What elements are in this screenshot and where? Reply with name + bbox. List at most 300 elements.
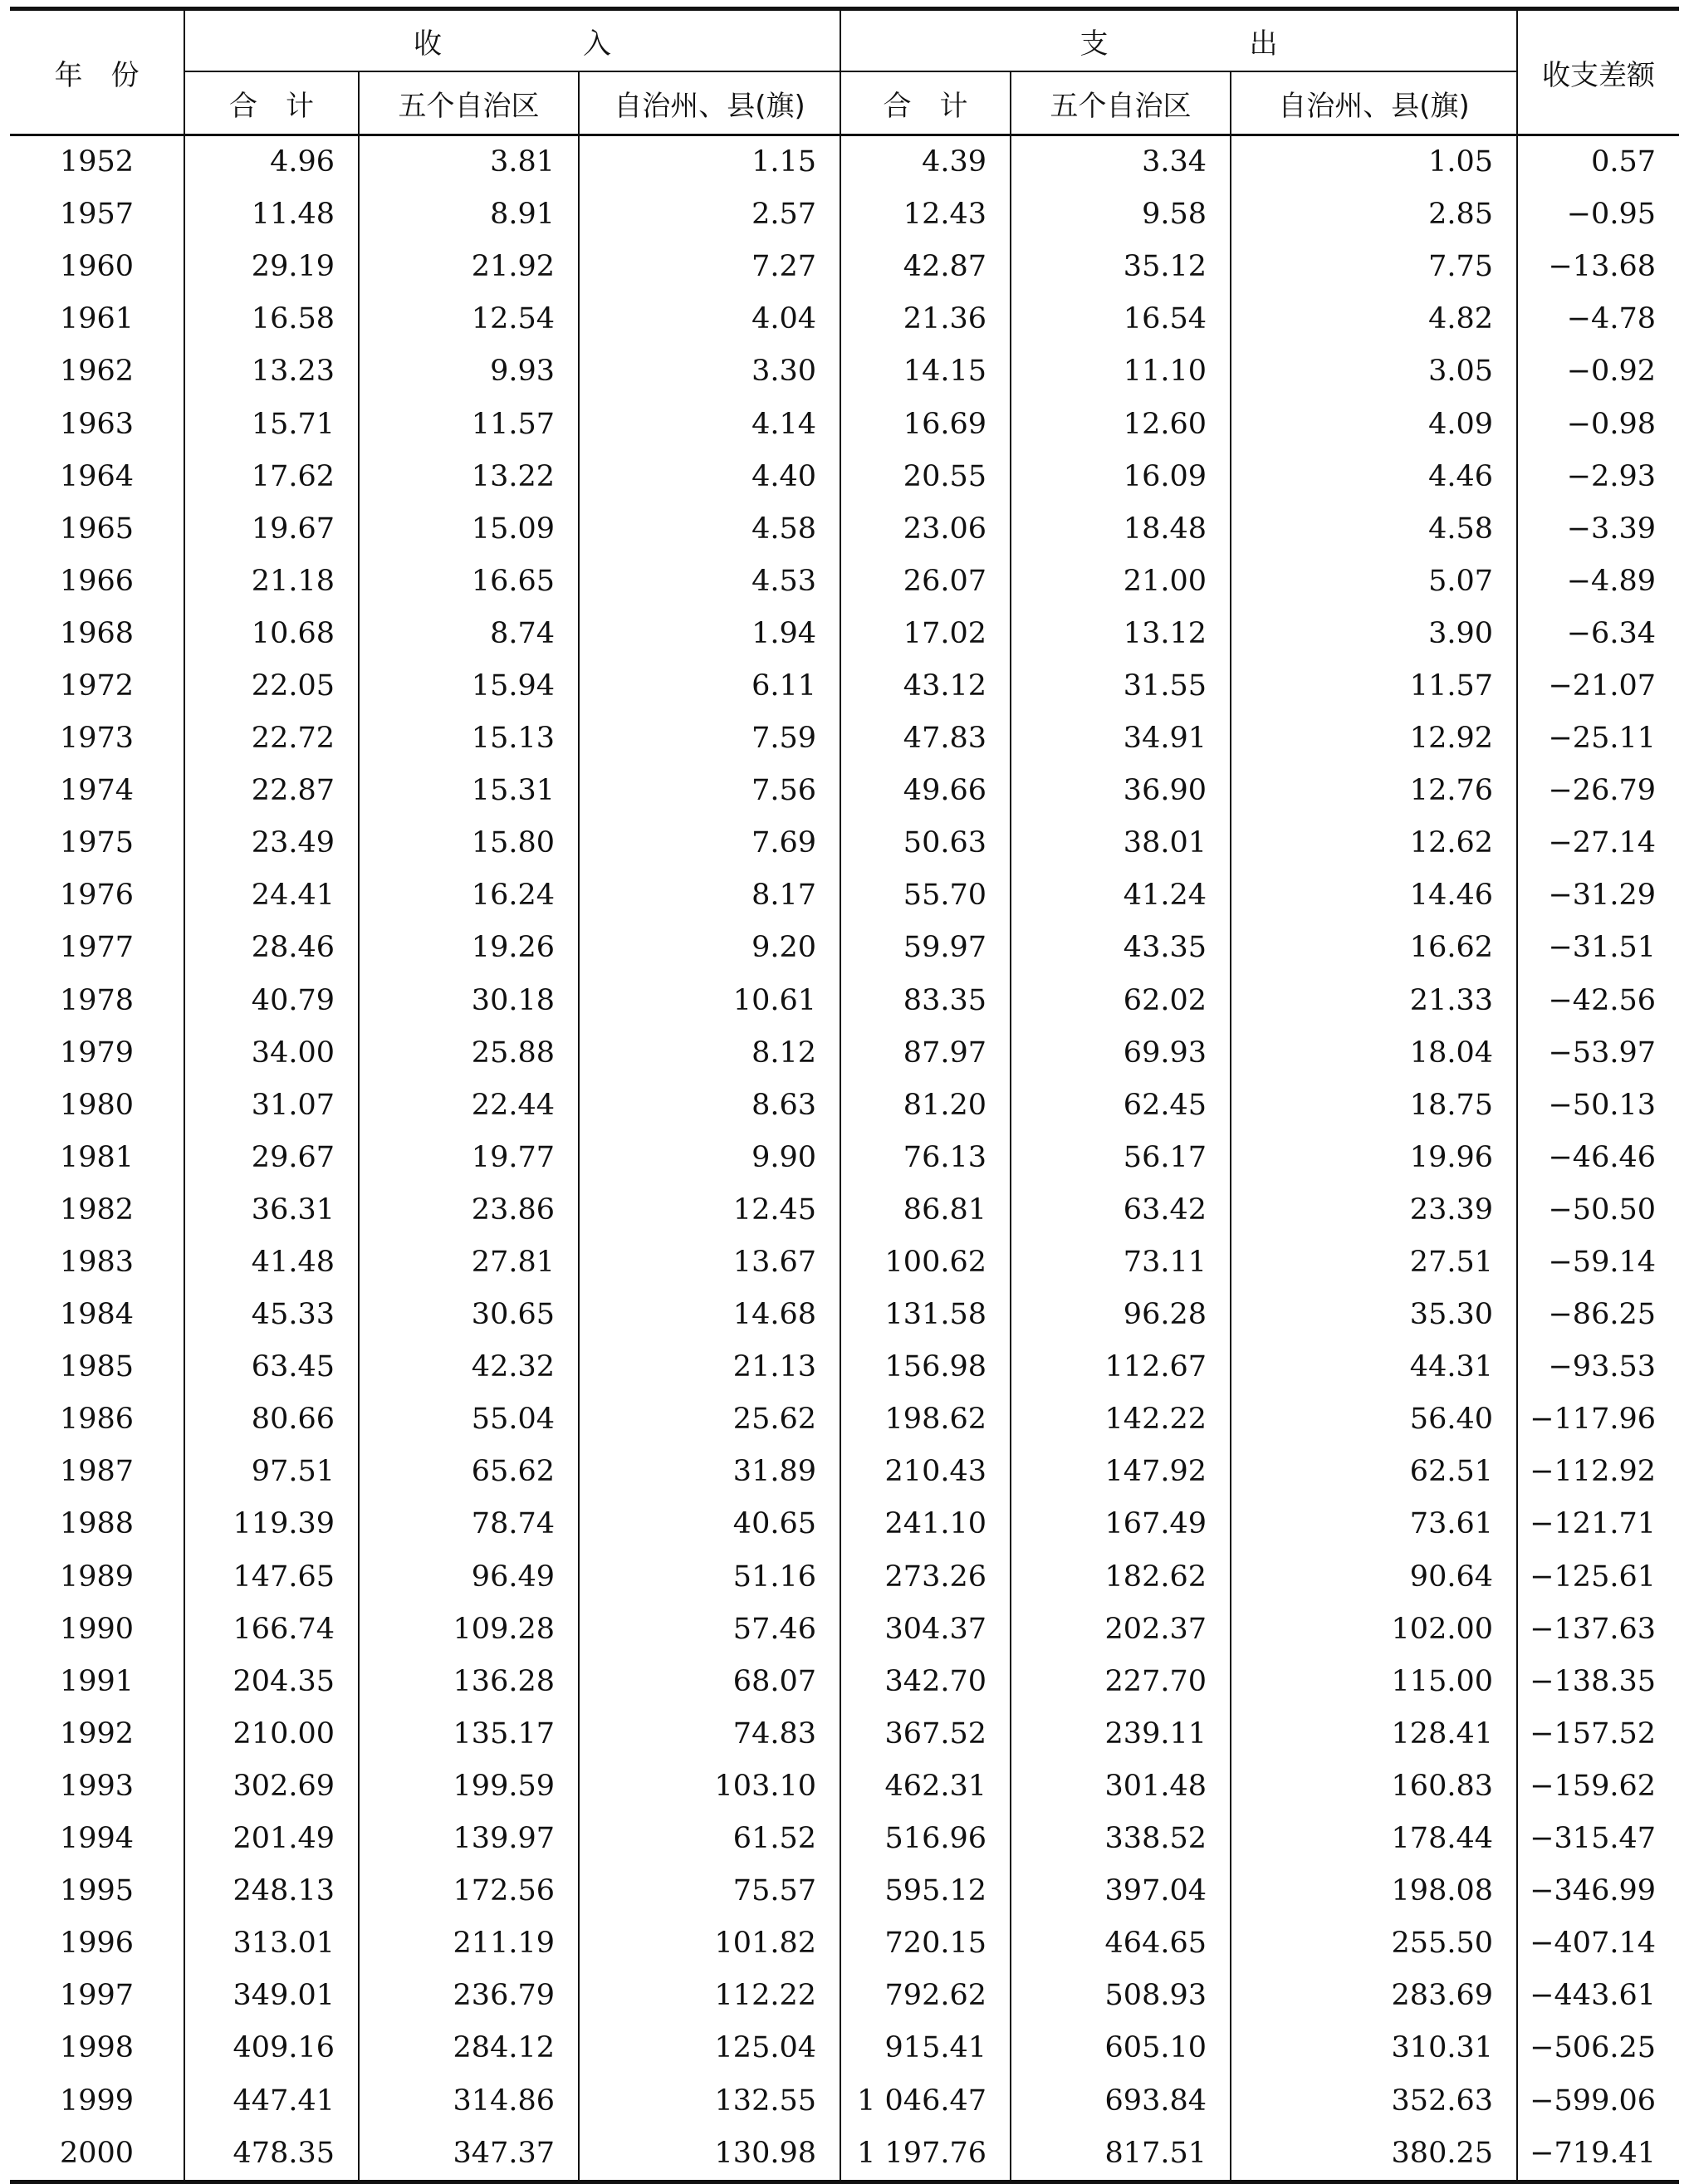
- income-five-regions-cell: 347.37: [359, 2128, 579, 2182]
- balance-cell: −0.98: [1517, 398, 1679, 450]
- balance-cell: −138.35: [1517, 1656, 1679, 1708]
- expenditure-prefectures-cell: 12.62: [1231, 817, 1517, 869]
- table-row: [10, 451, 1679, 503]
- expenditure-prefectures-cell: 16.62: [1231, 922, 1517, 974]
- balance-cell: −3.39: [1517, 503, 1679, 556]
- table-row: [10, 1341, 1679, 1393]
- expenditure-five-regions-cell: 12.60: [1011, 398, 1231, 450]
- expenditure-prefectures-cell: 62.51: [1231, 1446, 1517, 1498]
- income-total-cell: 29.67: [184, 1132, 359, 1184]
- income-five-regions-cell: 96.49: [359, 1551, 579, 1604]
- table-row: [10, 1917, 1679, 1970]
- income-total-cell: 11.48: [184, 189, 359, 241]
- income-total-cell: 28.46: [184, 922, 359, 974]
- expenditure-five-regions-cell: 73.11: [1011, 1236, 1231, 1289]
- balance-cell: −315.47: [1517, 1813, 1679, 1865]
- expenditure-total-cell: 59.97: [840, 922, 1011, 974]
- expenditure-total-cell: 100.62: [840, 1236, 1011, 1289]
- income-prefectures-cell: 4.53: [579, 556, 840, 608]
- expenditure-prefectures-cell: 352.63: [1231, 2074, 1517, 2127]
- income-total-cell: 409.16: [184, 2022, 359, 2074]
- table-row: [10, 1604, 1679, 1656]
- table-row: [10, 2128, 1679, 2182]
- income-total-cell: 4.96: [184, 135, 359, 189]
- expenditure-prefectures-cell: 21.33: [1231, 975, 1517, 1027]
- table-row: [10, 1498, 1679, 1550]
- year-cell: 1961: [60, 302, 135, 336]
- income-prefectures-cell: 4.58: [579, 503, 840, 556]
- income-five-regions-cell: 314.86: [359, 2074, 579, 2127]
- expenditure-prefectures-cell: 14.46: [1231, 869, 1517, 922]
- income-five-regions-cell: 15.13: [359, 712, 579, 765]
- income-total-cell: 19.67: [184, 503, 359, 556]
- income-five-regions-cell: 16.24: [359, 869, 579, 922]
- table-row: [10, 1236, 1679, 1289]
- table-row: [10, 2022, 1679, 2074]
- expenditure-total-cell: 43.12: [840, 660, 1011, 712]
- balance-cell: −25.11: [1517, 712, 1679, 765]
- table-row: [10, 1393, 1679, 1446]
- income-five-regions-cell: 8.74: [359, 608, 579, 660]
- table-row: [10, 135, 1679, 189]
- income-prefectures-cell: 112.22: [579, 1970, 840, 2022]
- year-cell: 1979: [60, 1036, 135, 1070]
- table-row: [10, 556, 1679, 608]
- table-row: [10, 1080, 1679, 1132]
- balance-cell: −31.51: [1517, 922, 1679, 974]
- table-body: [10, 135, 1679, 2182]
- year-cell: 1996: [60, 1927, 135, 1961]
- year-cell: 1998: [60, 2031, 135, 2065]
- income-five-regions-cell: 172.56: [359, 1865, 579, 1917]
- income-five-regions-cell: 30.65: [359, 1289, 579, 1341]
- balance-cell: −21.07: [1517, 660, 1679, 712]
- expenditure-total-cell: 20.55: [840, 451, 1011, 503]
- table-row: [10, 345, 1679, 398]
- year-cell: 1992: [60, 1716, 135, 1751]
- income-five-regions-cell: 30.18: [359, 975, 579, 1027]
- expenditure-prefectures-cell: 18.75: [1231, 1080, 1517, 1132]
- expenditure-prefectures-cell: 160.83: [1231, 1760, 1517, 1813]
- expenditure-five-regions-cell: 69.93: [1011, 1027, 1231, 1080]
- header-expenditure-total: 合 计: [840, 71, 1011, 135]
- expenditure-five-regions-cell: 62.02: [1011, 975, 1231, 1027]
- table-row: [10, 869, 1679, 922]
- income-prefectures-cell: 2.57: [579, 189, 840, 241]
- expenditure-total-cell: 81.20: [840, 1080, 1011, 1132]
- year-cell: 1987: [60, 1455, 135, 1489]
- expenditure-five-regions-cell: 605.10: [1011, 2022, 1231, 2074]
- balance-cell: −50.50: [1517, 1184, 1679, 1236]
- year-cell: 1981: [60, 1140, 135, 1174]
- income-prefectures-cell: 75.57: [579, 1865, 840, 1917]
- balance-cell: −93.53: [1517, 1341, 1679, 1393]
- expenditure-prefectures-cell: 128.41: [1231, 1708, 1517, 1760]
- expenditure-five-regions-cell: 16.54: [1011, 293, 1231, 345]
- expenditure-five-regions-cell: 508.93: [1011, 1970, 1231, 2022]
- year-cell: 1952: [60, 145, 135, 179]
- income-total-cell: 40.79: [184, 975, 359, 1027]
- expenditure-prefectures-cell: 23.39: [1231, 1184, 1517, 1236]
- balance-cell: −53.97: [1517, 1027, 1679, 1080]
- year-cell: 1982: [60, 1192, 135, 1227]
- header-year: 年 份: [10, 9, 184, 135]
- income-five-regions-cell: 15.31: [359, 765, 579, 817]
- income-total-cell: 147.65: [184, 1551, 359, 1604]
- table-row: [10, 712, 1679, 765]
- expenditure-total-cell: 12.43: [840, 189, 1011, 241]
- income-total-cell: 22.05: [184, 660, 359, 712]
- income-prefectures-cell: 4.40: [579, 451, 840, 503]
- header-income-five-regions: 五个自治区: [359, 71, 579, 135]
- year-cell: 1964: [60, 459, 135, 493]
- table-row: [10, 1708, 1679, 1760]
- year-cell: 1957: [60, 198, 135, 232]
- year-cell: 1972: [60, 668, 135, 703]
- year-cell: 1975: [60, 826, 135, 860]
- expenditure-total-cell: 1 046.47: [840, 2074, 1011, 2127]
- income-prefectures-cell: 12.45: [579, 1184, 840, 1236]
- income-prefectures-cell: 9.20: [579, 922, 840, 974]
- income-prefectures-cell: 68.07: [579, 1656, 840, 1708]
- income-five-regions-cell: 12.54: [359, 293, 579, 345]
- expenditure-total-cell: 210.43: [840, 1446, 1011, 1498]
- table-row: [10, 817, 1679, 869]
- expenditure-prefectures-cell: 19.96: [1231, 1132, 1517, 1184]
- expenditure-prefectures-cell: 90.64: [1231, 1551, 1517, 1604]
- expenditure-prefectures-cell: 3.05: [1231, 345, 1517, 398]
- expenditure-five-regions-cell: 13.12: [1011, 608, 1231, 660]
- income-prefectures-cell: 8.63: [579, 1080, 840, 1132]
- income-prefectures-cell: 7.27: [579, 241, 840, 293]
- balance-cell: −112.92: [1517, 1446, 1679, 1498]
- income-total-cell: 313.01: [184, 1917, 359, 1970]
- expenditure-total-cell: 26.07: [840, 556, 1011, 608]
- expenditure-total-cell: 792.62: [840, 1970, 1011, 2022]
- expenditure-five-regions-cell: 62.45: [1011, 1080, 1231, 1132]
- income-prefectures-cell: 21.13: [579, 1341, 840, 1393]
- income-prefectures-cell: 1.94: [579, 608, 840, 660]
- expenditure-total-cell: 273.26: [840, 1551, 1011, 1604]
- expenditure-five-regions-cell: 693.84: [1011, 2074, 1231, 2127]
- expenditure-five-regions-cell: 202.37: [1011, 1604, 1231, 1656]
- balance-cell: −159.62: [1517, 1760, 1679, 1813]
- income-five-regions-cell: 15.94: [359, 660, 579, 712]
- expenditure-prefectures-cell: 4.58: [1231, 503, 1517, 556]
- expenditure-five-regions-cell: 9.58: [1011, 189, 1231, 241]
- income-prefectures-cell: 8.17: [579, 869, 840, 922]
- income-total-cell: 63.45: [184, 1341, 359, 1393]
- income-five-regions-cell: 22.44: [359, 1080, 579, 1132]
- expenditure-five-regions-cell: 31.55: [1011, 660, 1231, 712]
- income-total-cell: 17.62: [184, 451, 359, 503]
- expenditure-prefectures-cell: 4.82: [1231, 293, 1517, 345]
- expenditure-total-cell: 86.81: [840, 1184, 1011, 1236]
- table-row: [10, 241, 1679, 293]
- table-row: [10, 293, 1679, 345]
- expenditure-five-regions-cell: 38.01: [1011, 817, 1231, 869]
- income-five-regions-cell: 25.88: [359, 1027, 579, 1080]
- table-row: [10, 922, 1679, 974]
- table-row: [10, 1446, 1679, 1498]
- expenditure-prefectures-cell: 5.07: [1231, 556, 1517, 608]
- expenditure-total-cell: 131.58: [840, 1289, 1011, 1341]
- table-row: [10, 2074, 1679, 2127]
- expenditure-prefectures-cell: 102.00: [1231, 1604, 1517, 1656]
- table-row: [10, 1865, 1679, 1917]
- income-prefectures-cell: 125.04: [579, 2022, 840, 2074]
- income-prefectures-cell: 51.16: [579, 1551, 840, 1604]
- expenditure-prefectures-cell: 56.40: [1231, 1393, 1517, 1446]
- balance-cell: −719.41: [1517, 2128, 1679, 2182]
- expenditure-prefectures-cell: 35.30: [1231, 1289, 1517, 1341]
- expenditure-five-regions-cell: 36.90: [1011, 765, 1231, 817]
- income-total-cell: 36.31: [184, 1184, 359, 1236]
- expenditure-total-cell: 16.69: [840, 398, 1011, 450]
- expenditure-five-regions-cell: 301.48: [1011, 1760, 1231, 1813]
- expenditure-five-regions-cell: 96.28: [1011, 1289, 1231, 1341]
- table-row: [10, 765, 1679, 817]
- income-total-cell: 478.35: [184, 2128, 359, 2182]
- income-five-regions-cell: 15.09: [359, 503, 579, 556]
- income-five-regions-cell: 136.28: [359, 1656, 579, 1708]
- expenditure-five-regions-cell: 63.42: [1011, 1184, 1231, 1236]
- income-total-cell: 22.87: [184, 765, 359, 817]
- header-balance: 收支差额: [1517, 9, 1679, 135]
- expenditure-total-cell: 87.97: [840, 1027, 1011, 1080]
- year-cell: 1968: [60, 616, 135, 650]
- income-five-regions-cell: 15.80: [359, 817, 579, 869]
- income-total-cell: 24.41: [184, 869, 359, 922]
- balance-cell: −86.25: [1517, 1289, 1679, 1341]
- income-total-cell: 204.35: [184, 1656, 359, 1708]
- expenditure-prefectures-cell: 1.05: [1231, 135, 1517, 189]
- income-five-regions-cell: 11.57: [359, 398, 579, 450]
- expenditure-five-regions-cell: 3.34: [1011, 135, 1231, 189]
- expenditure-total-cell: 516.96: [840, 1813, 1011, 1865]
- income-total-cell: 29.19: [184, 241, 359, 293]
- income-total-cell: 248.13: [184, 1865, 359, 1917]
- income-total-cell: 13.23: [184, 345, 359, 398]
- expenditure-total-cell: 17.02: [840, 608, 1011, 660]
- income-total-cell: 45.33: [184, 1289, 359, 1341]
- income-total-cell: 34.00: [184, 1027, 359, 1080]
- expenditure-five-regions-cell: 182.62: [1011, 1551, 1231, 1604]
- income-total-cell: 166.74: [184, 1604, 359, 1656]
- year-cell: 1983: [60, 1246, 135, 1280]
- balance-cell: −6.34: [1517, 608, 1679, 660]
- expenditure-five-regions-cell: 227.70: [1011, 1656, 1231, 1708]
- expenditure-prefectures-cell: 73.61: [1231, 1498, 1517, 1550]
- expenditure-five-regions-cell: 817.51: [1011, 2128, 1231, 2182]
- year-cell: 1995: [60, 1874, 135, 1908]
- income-five-regions-cell: 19.77: [359, 1132, 579, 1184]
- balance-cell: −50.13: [1517, 1080, 1679, 1132]
- income-total-cell: 349.01: [184, 1970, 359, 2022]
- table-row: [10, 1551, 1679, 1604]
- expenditure-five-regions-cell: 35.12: [1011, 241, 1231, 293]
- income-prefectures-cell: 13.67: [579, 1236, 840, 1289]
- year-cell: 1973: [60, 722, 135, 756]
- table-row: [10, 1184, 1679, 1236]
- expenditure-five-regions-cell: 147.92: [1011, 1446, 1231, 1498]
- expenditure-total-cell: 241.10: [840, 1498, 1011, 1550]
- balance-cell: −4.78: [1517, 293, 1679, 345]
- income-five-regions-cell: 13.22: [359, 451, 579, 503]
- income-five-regions-cell: 42.32: [359, 1341, 579, 1393]
- table-row: [10, 1027, 1679, 1080]
- income-total-cell: 22.72: [184, 712, 359, 765]
- expenditure-five-regions-cell: 167.49: [1011, 1498, 1231, 1550]
- income-prefectures-cell: 40.65: [579, 1498, 840, 1550]
- year-cell: 1984: [60, 1298, 135, 1332]
- income-total-cell: 201.49: [184, 1813, 359, 1865]
- balance-cell: 0.57: [1517, 135, 1679, 189]
- income-total-cell: 41.48: [184, 1236, 359, 1289]
- income-total-cell: 10.68: [184, 608, 359, 660]
- expenditure-prefectures-cell: 380.25: [1231, 2128, 1517, 2182]
- table-row: [10, 503, 1679, 556]
- expenditure-prefectures-cell: 255.50: [1231, 1917, 1517, 1970]
- expenditure-total-cell: 21.36: [840, 293, 1011, 345]
- year-cell: 1985: [60, 1350, 135, 1384]
- income-total-cell: 15.71: [184, 398, 359, 450]
- income-prefectures-cell: 103.10: [579, 1760, 840, 1813]
- expenditure-total-cell: 367.52: [840, 1708, 1011, 1760]
- expenditure-total-cell: 342.70: [840, 1656, 1011, 1708]
- expenditure-total-cell: 595.12: [840, 1865, 1011, 1917]
- year-cell: 1978: [60, 983, 135, 1017]
- expenditure-five-regions-cell: 16.09: [1011, 451, 1231, 503]
- balance-cell: −4.89: [1517, 556, 1679, 608]
- balance-cell: −26.79: [1517, 765, 1679, 817]
- income-prefectures-cell: 101.82: [579, 1917, 840, 1970]
- header-expenditure-five-regions: 五个自治区: [1011, 71, 1231, 135]
- balance-cell: −42.56: [1517, 975, 1679, 1027]
- year-cell: 1974: [60, 774, 135, 808]
- expenditure-five-regions-cell: 11.10: [1011, 345, 1231, 398]
- balance-cell: −506.25: [1517, 2022, 1679, 2074]
- expenditure-prefectures-cell: 44.31: [1231, 1341, 1517, 1393]
- expenditure-five-regions-cell: 397.04: [1011, 1865, 1231, 1917]
- expenditure-prefectures-cell: 178.44: [1231, 1813, 1517, 1865]
- year-cell: 1976: [60, 879, 135, 913]
- expenditure-prefectures-cell: 3.90: [1231, 608, 1517, 660]
- expenditure-prefectures-cell: 4.46: [1231, 451, 1517, 503]
- income-total-cell: 97.51: [184, 1446, 359, 1498]
- income-prefectures-cell: 25.62: [579, 1393, 840, 1446]
- income-prefectures-cell: 7.56: [579, 765, 840, 817]
- balance-cell: −59.14: [1517, 1236, 1679, 1289]
- income-five-regions-cell: 8.91: [359, 189, 579, 241]
- expenditure-prefectures-cell: 7.75: [1231, 241, 1517, 293]
- expenditure-total-cell: 76.13: [840, 1132, 1011, 1184]
- year-cell: 1994: [60, 1822, 135, 1856]
- income-prefectures-cell: 4.14: [579, 398, 840, 450]
- expenditure-five-regions-cell: 239.11: [1011, 1708, 1231, 1760]
- expenditure-five-regions-cell: 464.65: [1011, 1917, 1231, 1970]
- income-five-regions-cell: 284.12: [359, 2022, 579, 2074]
- income-prefectures-cell: 31.89: [579, 1446, 840, 1498]
- balance-cell: −157.52: [1517, 1708, 1679, 1760]
- income-five-regions-cell: 9.93: [359, 345, 579, 398]
- income-total-cell: 16.58: [184, 293, 359, 345]
- balance-cell: −125.61: [1517, 1551, 1679, 1604]
- income-prefectures-cell: 7.69: [579, 817, 840, 869]
- expenditure-five-regions-cell: 21.00: [1011, 556, 1231, 608]
- balance-cell: −27.14: [1517, 817, 1679, 869]
- expenditure-total-cell: 720.15: [840, 1917, 1011, 1970]
- balance-cell: −13.68: [1517, 241, 1679, 293]
- expenditure-five-regions-cell: 112.67: [1011, 1341, 1231, 1393]
- expenditure-total-cell: 156.98: [840, 1341, 1011, 1393]
- year-cell: 1977: [60, 931, 135, 965]
- balance-cell: −46.46: [1517, 1132, 1679, 1184]
- balance-cell: −0.95: [1517, 189, 1679, 241]
- expenditure-total-cell: 42.87: [840, 241, 1011, 293]
- table-row: [10, 975, 1679, 1027]
- income-prefectures-cell: 8.12: [579, 1027, 840, 1080]
- table-row: [10, 1132, 1679, 1184]
- income-total-cell: 119.39: [184, 1498, 359, 1550]
- income-total-cell: 31.07: [184, 1080, 359, 1132]
- table-row: [10, 1656, 1679, 1708]
- table-row: [10, 398, 1679, 450]
- year-cell: 1965: [60, 512, 135, 546]
- expenditure-total-cell: 49.66: [840, 765, 1011, 817]
- income-five-regions-cell: 19.26: [359, 922, 579, 974]
- balance-cell: −31.29: [1517, 869, 1679, 922]
- expenditure-total-cell: 1 197.76: [840, 2128, 1011, 2182]
- income-five-regions-cell: 78.74: [359, 1498, 579, 1550]
- year-cell: 1993: [60, 1769, 135, 1803]
- income-five-regions-cell: 65.62: [359, 1446, 579, 1498]
- header-expenditure-prefectures: 自治州、县(旗): [1231, 71, 1517, 135]
- expenditure-five-regions-cell: 338.52: [1011, 1813, 1231, 1865]
- table-row: [10, 189, 1679, 241]
- income-five-regions-cell: 199.59: [359, 1760, 579, 1813]
- income-prefectures-cell: 74.83: [579, 1708, 840, 1760]
- expenditure-total-cell: 55.70: [840, 869, 1011, 922]
- income-total-cell: 80.66: [184, 1393, 359, 1446]
- expenditure-total-cell: 915.41: [840, 2022, 1011, 2074]
- balance-cell: −407.14: [1517, 1917, 1679, 1970]
- year-cell: 1997: [60, 1979, 135, 2013]
- income-five-regions-cell: 109.28: [359, 1604, 579, 1656]
- expenditure-total-cell: 50.63: [840, 817, 1011, 869]
- year-cell: 2000: [10, 2128, 184, 2182]
- expenditure-prefectures-cell: 12.92: [1231, 712, 1517, 765]
- income-prefectures-cell: 4.04: [579, 293, 840, 345]
- year-cell: 1963: [60, 407, 135, 441]
- income-total-cell: 447.41: [184, 2074, 359, 2127]
- header-income-prefectures: 自治州、县(旗): [579, 71, 840, 135]
- header-expenditure: 支 出: [840, 9, 1517, 72]
- income-prefectures-cell: 1.15: [579, 135, 840, 189]
- balance-cell: −2.93: [1517, 451, 1679, 503]
- expenditure-five-regions-cell: 41.24: [1011, 869, 1231, 922]
- balance-cell: −443.61: [1517, 1970, 1679, 2022]
- income-five-regions-cell: 139.97: [359, 1813, 579, 1865]
- year-cell: 1962: [60, 355, 135, 389]
- income-five-regions-cell: 23.86: [359, 1184, 579, 1236]
- income-five-regions-cell: 135.17: [359, 1708, 579, 1760]
- year-cell: 1999: [60, 2084, 135, 2118]
- year-cell: 1988: [60, 1507, 135, 1541]
- income-prefectures-cell: 61.52: [579, 1813, 840, 1865]
- income-total-cell: 302.69: [184, 1760, 359, 1813]
- income-prefectures-cell: 132.55: [579, 2074, 840, 2127]
